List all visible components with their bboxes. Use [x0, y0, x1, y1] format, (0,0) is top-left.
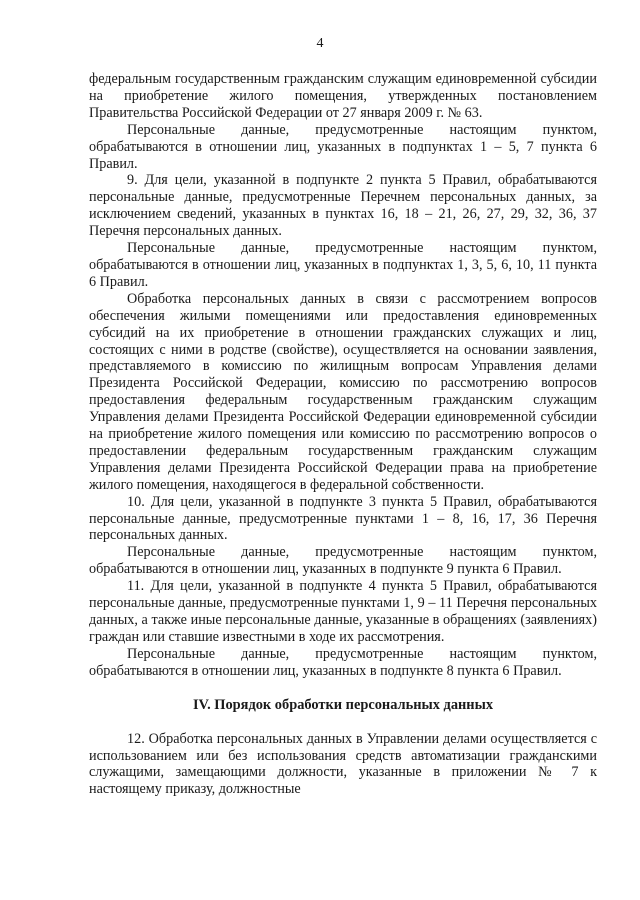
paragraph-item-12: 12. Обработка персональных данных в Управлении делами осуществляется с использованием или без использования средств автоматизации гражданскими служащими, замещающими должности, указанные в приложении № 7 к настоящему приказу, должностные — [89, 730, 597, 798]
page-number: 4 — [316, 36, 324, 51]
paragraph-continuation: федеральным государственным гражданским служащим единовременной субсидии на приобретение жилого помещения, утвержденных постановлением Правительства Российской Федерации от 27 января 2009 г. № 63. — [89, 71, 597, 121]
paragraph-item-9-subjects: Персональные данные, предусмотренные настоящим пунктом, обрабатываются в отношении лиц, указанных в подпунктах 1, 3, 5, 6, 10, 11 пункта 6 Правил. — [89, 240, 597, 290]
paragraph-item-8-subjects: Персональные данные, предусмотренные настоящим пунктом, обрабатываются в отношении лиц, указанных в подпунктах 1 – 5, 7 пункта 6 Правил. — [89, 121, 597, 172]
paragraph-housing-processing: Обработка персональных данных в связи с рассмотрением вопросов обеспечения жилыми помещениями или предоставления единовременных субсидий на их приобретение в отношении гражданских служащих и лиц, состоящих с ними в родстве (свойстве), осуществляется на основании заявления, представляемого в комиссию по жилищным вопросам Управления делами Президента Российской Федерации, комиссию по рассмотрению вопросов предоставления федеральным государственным гражданским служащим Управления делами Президента Российской Федерации единовременной субсидии на приобретение жилого помещения или комиссию по рассмотрению вопросов о предоставлении федеральным государственным гражданским служащим Управления делами Президента Российской Федерации права на приобретение жилого помещения, находящегося в федеральной собственности. — [89, 290, 597, 493]
paragraph-item-10: 10. Для цели, указанной в подпункте 3 пункта 5 Правил, обрабатываются персональные данные, предусмотренные пунктами 1 – 8, 16, 17, 36 Перечня персональных данных. — [89, 493, 597, 544]
section-heading: IV. Порядок обработки персональных данных — [192, 696, 494, 713]
paragraph-item-9: 9. Для цели, указанной в подпункте 2 пункта 5 Правил, обрабатываются персональные данные, предусмотренные Перечнем персональных данных, за исключением сведений, указанных в пунктах 16, 18 – 21, 26, 27, 29, 32, 36, 37 Перечня персональных данных. — [89, 172, 597, 240]
paragraph-item-11-subjects: Персональные данные, предусмотренные настоящим пунктом, обрабатываются в отношении лиц, указанных в подпункте 8 пункта 6 Правил. — [89, 645, 597, 679]
paragraph-item-10-subjects: Персональные данные, предусмотренные настоящим пунктом, обрабатываются в отношении лиц, указанных в подпункте 9 пункта 6 Правил. — [89, 544, 597, 578]
document-body — [89, 71, 597, 798]
paragraph-item-11: 11. Для цели, указанной в подпункте 4 пункта 5 Правил, обрабатываются персональные данные, предусмотренные пунктами 1, 9 – 11 Перечня персональных данных, а также иные персональные данные, указанные в обращениях (заявлениях) граждан или ставшие известными в ходе их рассмотрения. — [89, 578, 597, 645]
